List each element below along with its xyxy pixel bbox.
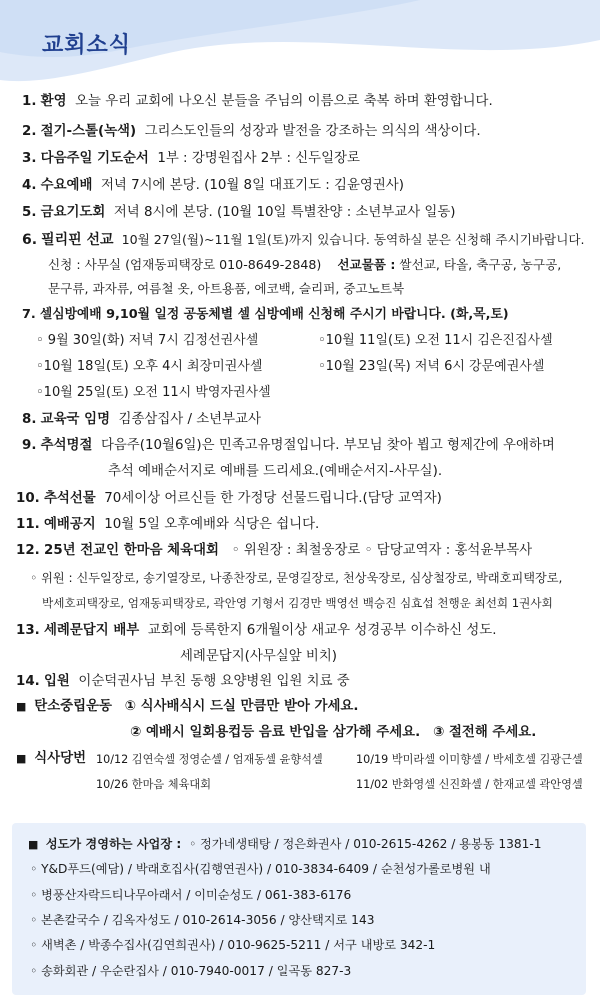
item-chuseok-cont: 추석 예배순서지로 예배를 드리세요.(예배순서지-사무실).	[108, 464, 443, 479]
carbon-campaign-cont: ② 예배시 일회용컵등 음료 반입을 삼가해 주세요. ③ 절전해 주세요.	[130, 725, 537, 740]
item-philippines-mission: 6. 필리핀 선교 10월 27일(월)~11월 1일(토)까지 있습니다. 동역하실 분은 신청해 주시기바랍니다.	[22, 232, 585, 248]
cell-visit-schedule-2: ◦10월 11일(토) 오전 11시 김은진집사셀	[318, 333, 553, 348]
item-sports-day-members: ◦ 위원 : 신두일장로, 송기열장로, 나종찬장로, 문영길장로, 천상욱장로, 심상철장로, 박래호피택장로,	[30, 571, 563, 585]
item-season: 2. 절기-스톨(녹색) 그리스도인들의 성장과 발전을 강조하는 의식의 색상이다.	[22, 124, 481, 139]
item-hospital: 14. 입원 이순덕권사님 부친 동행 요양병원 입원 치료 중	[16, 674, 350, 689]
item-sports-day: 12. 25년 전교인 한마음 체육대회 ◦ 위원장 : 최철웅장로 ◦ 담당교역자 : 홍석윤부목사	[16, 543, 533, 558]
business-row-4: ◦ 새벽촌 / 박종수집사(김연희권사) / 010-9625-5211 / 서구 내방로 342-1	[30, 938, 436, 952]
item-appointment: 8. 교육국 임명 김종삼집사 / 소년부교사	[22, 412, 261, 427]
business-row-5: ◦ 송화회관 / 우순란집사 / 010-7940-0017 / 일곡동 827-3	[30, 964, 352, 978]
member-business-box	[12, 823, 586, 995]
item-gift: 10. 추석선물 70세이상 어르신들 한 가정당 선물드립니다.(담당 교역자)	[16, 491, 442, 506]
business-row-3: ◦ 본촌칼국수 / 김옥자성도 / 010-2614-3056 / 양산택지로 143	[30, 913, 375, 927]
carbon-campaign: ■ 탄소중립운동 ① 식사배식시 드실 만큼만 받아 가세요.	[16, 695, 358, 719]
item-philippines-mission-apply: 신청 : 사무실 (엄재동피택장로 010-8649-2848) 선교물품 : 쌀선교, 타올, 축구공, 농구공,	[48, 257, 562, 272]
item-wednesday-service: 4. 수요예배 저녁 7시에 본당. (10월 8일 대표기도 : 김윤영권사)	[22, 178, 404, 193]
business-row-1: ◦ Y&D푸드(예담) / 박래호집사(김행연권사) / 010-3834-6409 / 순천성가롤로병원 내	[30, 862, 491, 876]
square-bullet-icon: ■	[28, 838, 39, 851]
item-service-notice: 11. 예배공지 10월 5일 오후예배와 식당은 쉽니다.	[16, 517, 320, 532]
business-header: ■ 성도가 경영하는 사업장 : ◦ 정가네생태탕 / 정은화권사 / 010-2615-4262 / 용봉동 1381-1	[28, 833, 542, 856]
business-row-2: ◦ 병풍산자락드티나무아래서 / 이미순성도 / 061-383-6176	[30, 888, 352, 902]
item-baptism-cont: 세례문답지(사무실앞 비치)	[180, 649, 337, 664]
item-friday-prayer: 5. 금요기도회 저녁 8시에 본당. (10월 10일 특별찬양 : 소년부교사 일동)	[22, 205, 456, 220]
meal-duty: ■ 식사당번	[16, 747, 86, 771]
item-prayer-order: 3. 다음주일 기도순서 1부 : 강명원집사 2부 : 신두일장로	[22, 151, 360, 166]
item-baptism: 13. 세례문답지 배부 교회에 등록한지 6개월이상 새교우 성경공부 이수하신 성도.	[16, 623, 497, 638]
cell-visit-schedule-3: ◦10월 18일(토) 오후 4시 최장미권사셀	[36, 359, 263, 374]
meal-duty-row-2b: 11/02 반화영셀 신진화셀 / 한재교셀 곽안영셀	[356, 778, 583, 791]
square-bullet-icon: ■	[16, 700, 27, 713]
cell-visit-schedule-5: ◦10월 25일(토) 오전 11시 박영자권사셀	[36, 385, 271, 400]
item-philippines-mission-goods: 문구류, 과자류, 여름철 옷, 아트용품, 에코백, 슬리퍼, 중고노트북	[48, 281, 405, 296]
cell-visit-schedule-1: ◦ 9월 30일(화) 저녁 7시 김정선권사셀	[36, 333, 259, 348]
square-bullet-icon: ■	[16, 752, 27, 765]
page-title: 교회소식	[42, 33, 132, 58]
cell-visit-schedule-4: ◦10월 23일(목) 저녁 6시 강문예권사셀	[318, 359, 545, 374]
meal-duty-row-1a: 10/12 김연숙셀 정영순셀 / 엄재동셀 윤향석셀	[96, 753, 323, 766]
meal-duty-row-1b: 10/19 박미라셀 이미향셀 / 박세호셀 김광근셀	[356, 753, 583, 766]
meal-duty-row-2a: 10/26 한마음 체육대회	[96, 778, 212, 791]
item-cell-visit: 7. 셀심방예배 9,10월 일정 공동체별 셀 심방예배 신청해 주시기 바랍니다. (화,목,토)	[22, 307, 509, 322]
item-chuseok: 9. 추석명절 다음주(10월6일)은 민족고유명절입니다. 부모님 찾아 뵙고 형제간에 우애하며	[22, 438, 555, 453]
item-sports-day-members-cont: 박세호피택장로, 엄재동피택장로, 곽안영 기형서 김경만 백영선 백승진 심효섭 천행운 최선희 1권사회	[42, 596, 553, 610]
item-welcome: 1. 환영 오늘 우리 교회에 나오신 분들을 주님의 이름으로 축복 하며 환영합니다.	[22, 94, 493, 109]
